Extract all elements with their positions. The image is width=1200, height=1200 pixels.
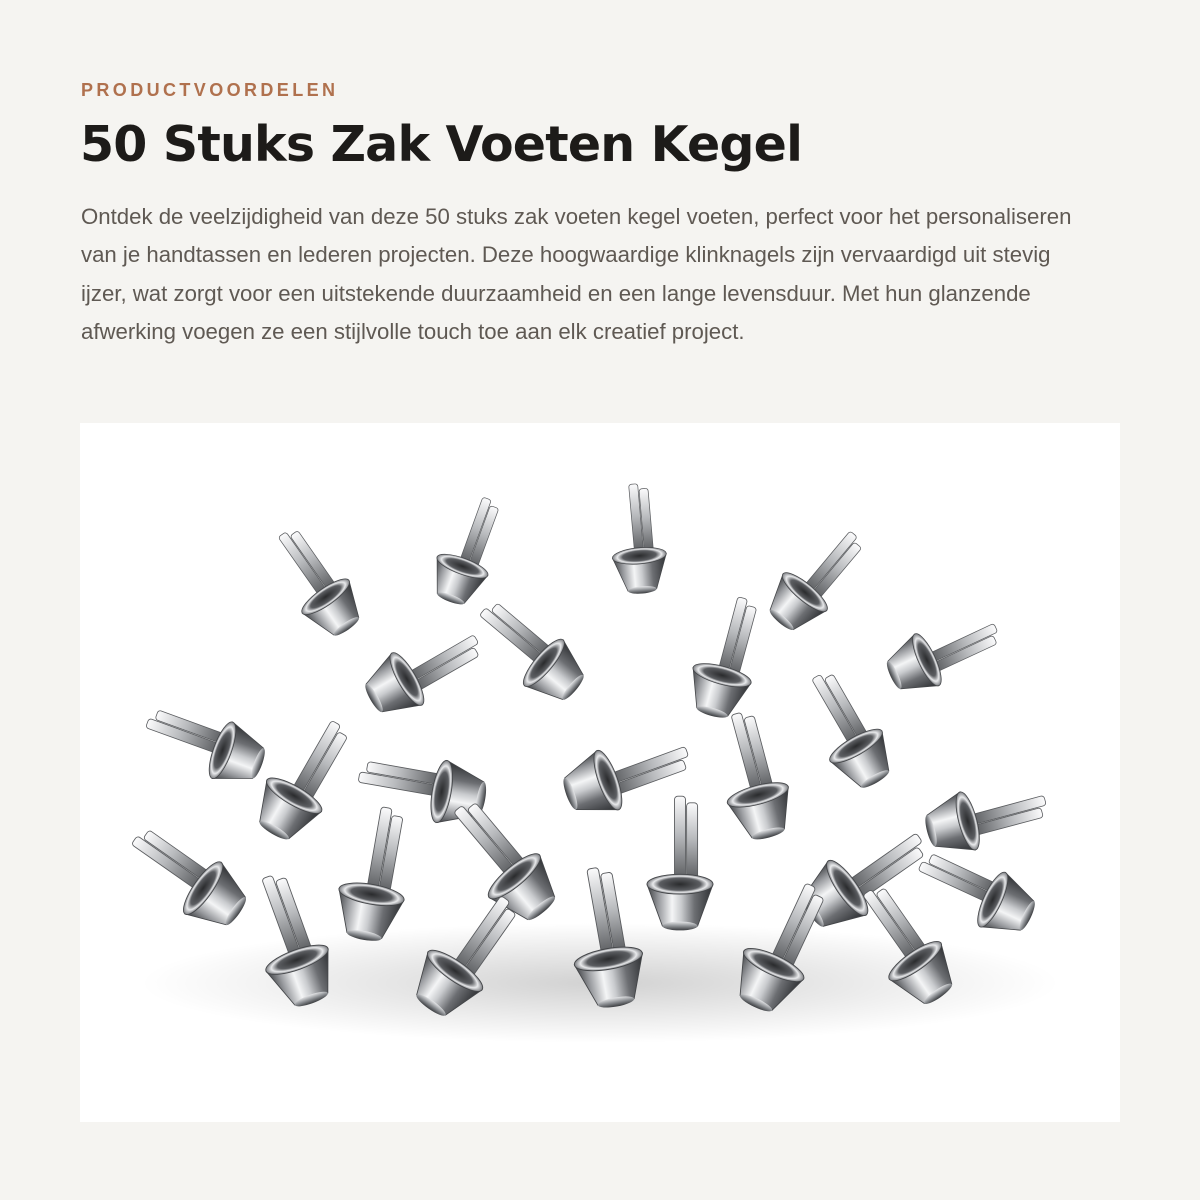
product-description: Ontdek de veelzijdigheid van deze 50 stuks zak voeten kegel voeten, perfect voor het personaliseren van je handtassen en lederen projecten. Deze hoogwaardige klinknagels zijn vervaardigd uit stevig ijzer, wat zorgt voor een uitstekende duurzaamheid en een lange levensduur. Met hun glanzende afwerking voegen ze een stijlvolle touch toe aan elk creatief project. xyxy=(81,204,1072,345)
page-title: 50 Stuks Zak Voeten Kegel xyxy=(80,116,803,173)
product-photo xyxy=(80,423,1120,1122)
section-eyebrow: PRODUCTVOORDELEN xyxy=(81,80,339,100)
bag-feet-pile-illustration xyxy=(80,423,1120,1122)
